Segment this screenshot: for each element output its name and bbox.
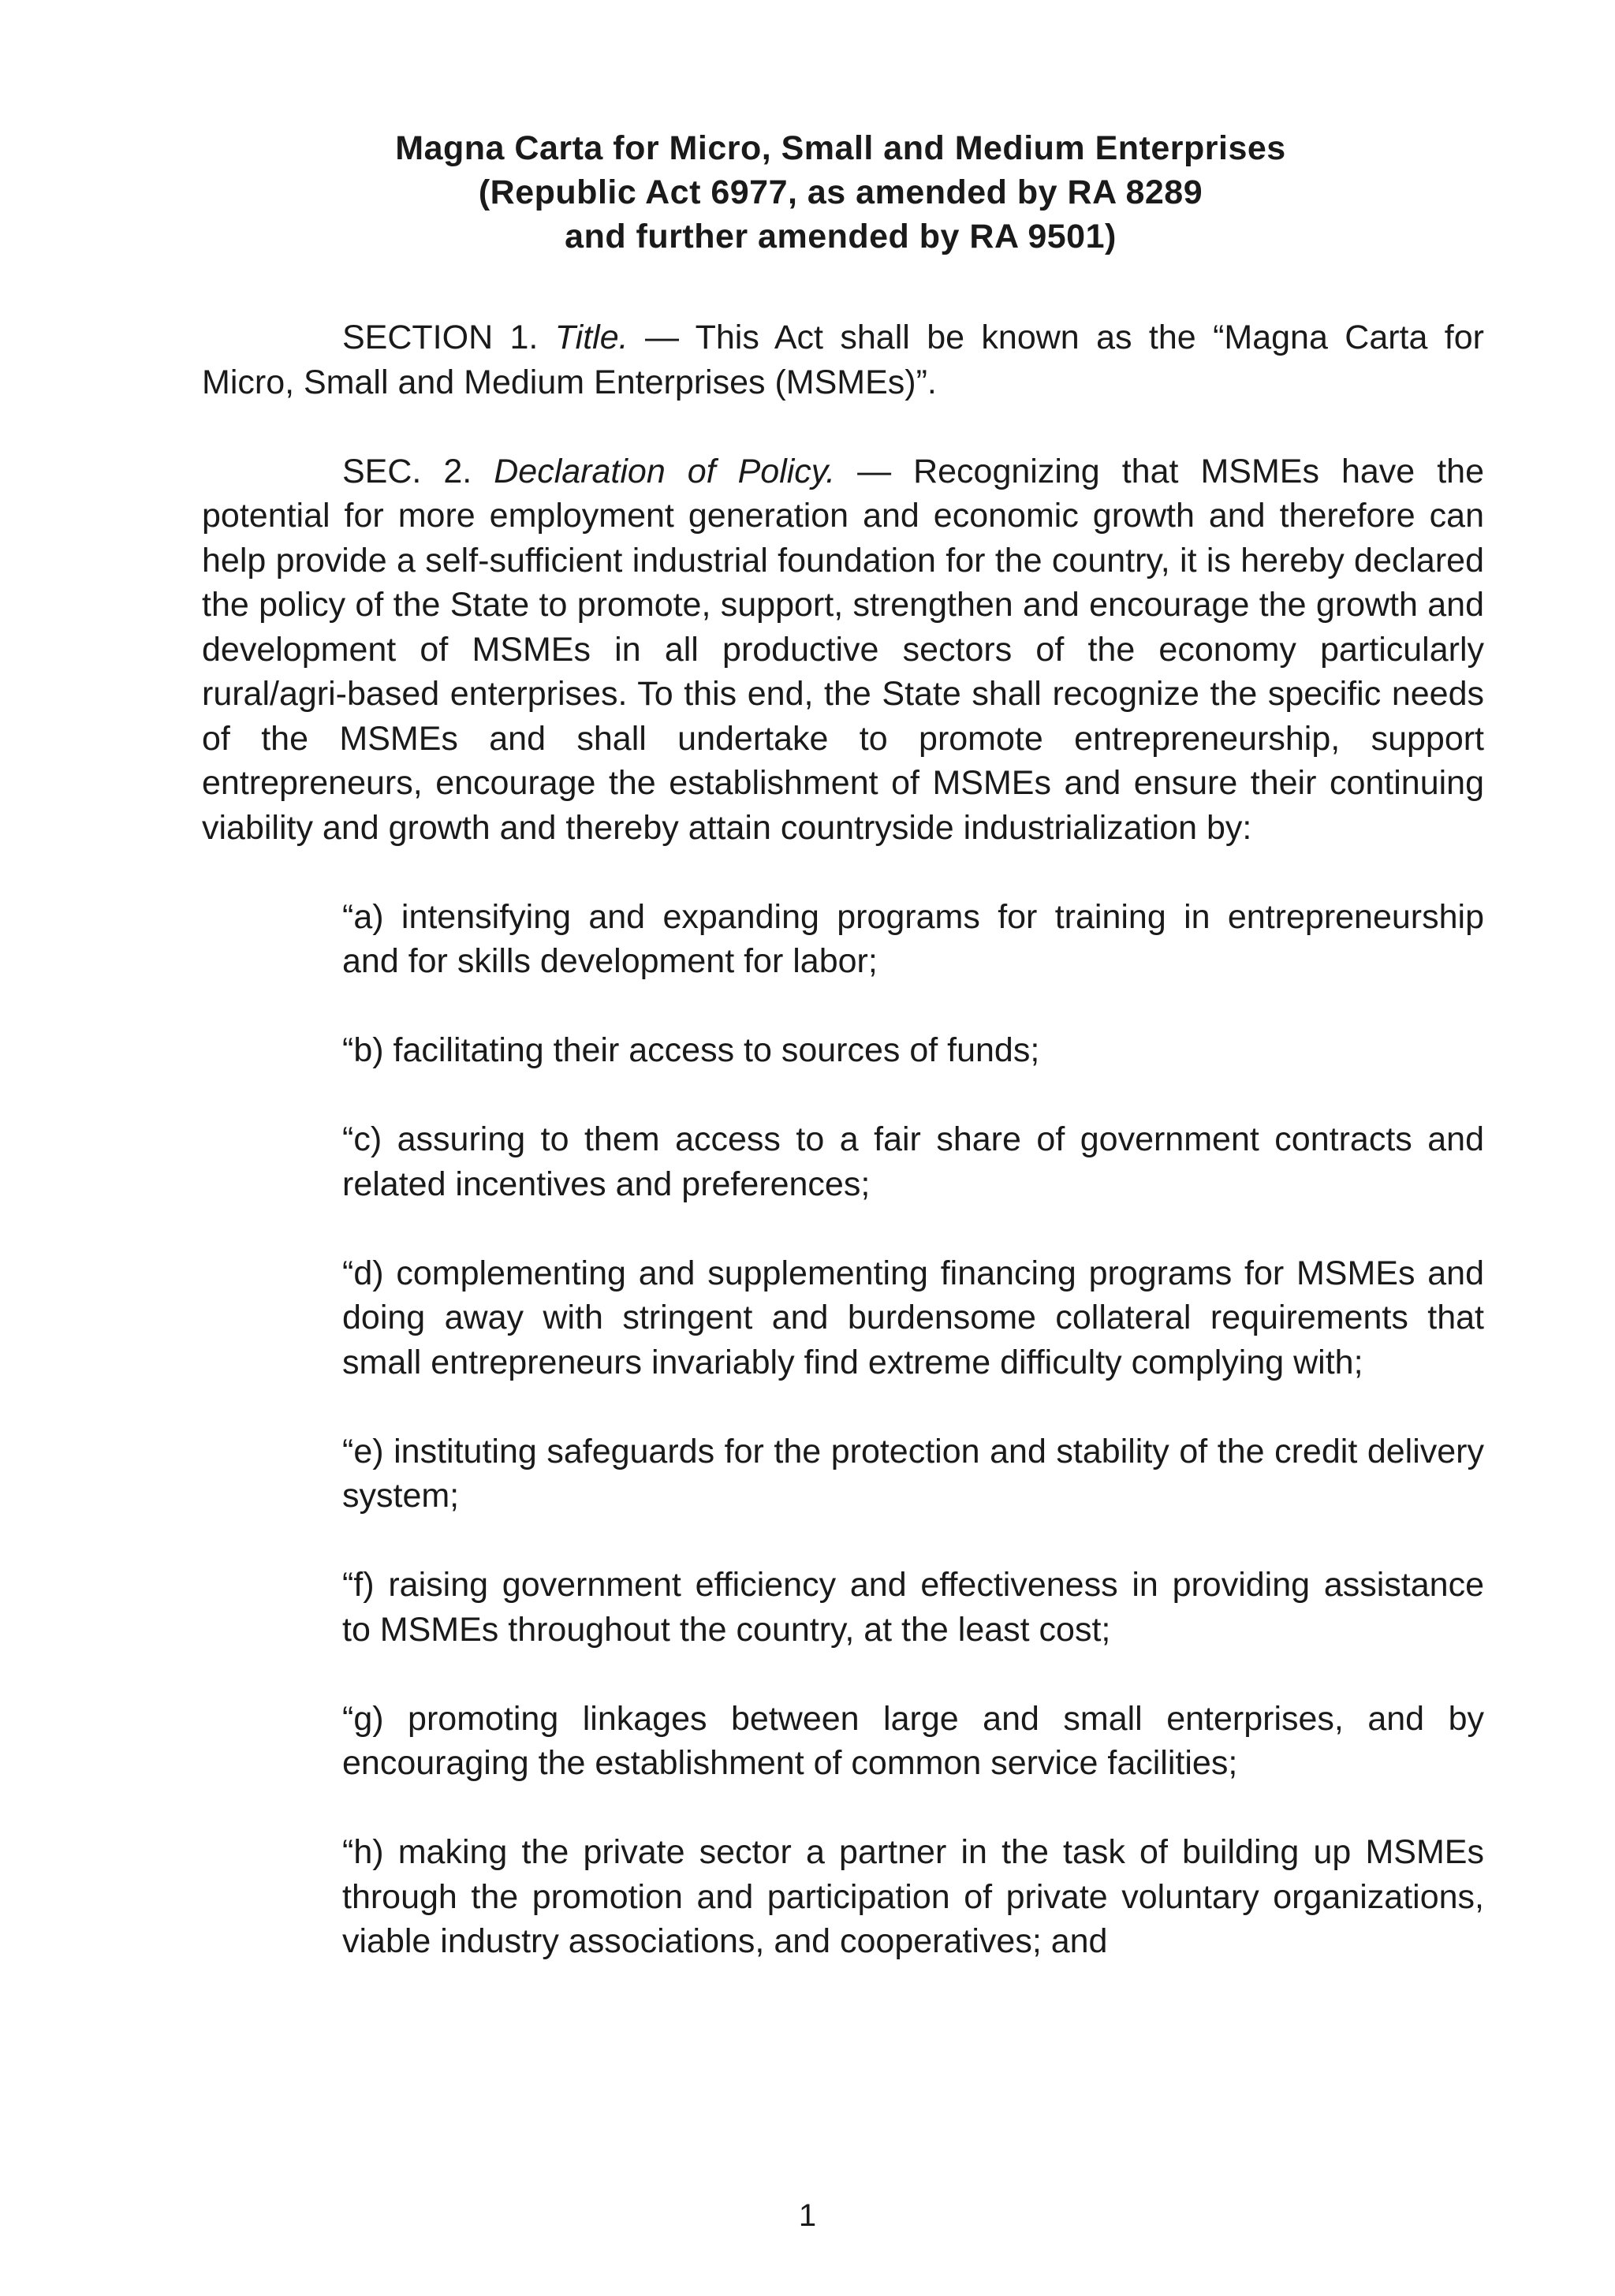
title-line-2: (Republic Act 6977, as amended by RA 8289 bbox=[478, 173, 1203, 211]
section-2-label: SEC. 2. bbox=[342, 452, 494, 490]
policy-item-b: “b) facilitating their access to sources of funds; bbox=[342, 1031, 1040, 1069]
policy-item-f: “f) raising government efficiency and effectiveness in providing assistance to MSMEs throughout the country, at the least cost; bbox=[342, 1566, 1484, 1649]
policy-item-a: “a) intensifying and expanding programs for training in entrepreneurship and for skills development for labor; bbox=[342, 897, 1484, 980]
policy-item-g: “g) promoting linkages between large and small enterprises, and by encouraging the establishment of common service facilities; bbox=[342, 1699, 1484, 1782]
policy-item-e: “e) instituting safeguards for the protection and stability of the credit delivery system; bbox=[342, 1432, 1484, 1515]
section-1-label: SECTION 1. bbox=[342, 319, 555, 356]
section-2-heading: Declaration of Policy. bbox=[494, 452, 836, 490]
title-line-3: and further amended by RA 9501) bbox=[565, 218, 1117, 255]
policy-item-c: “c) assuring to them access to a fair share of government contracts and related incentives and preferences; bbox=[342, 1120, 1484, 1203]
document-body bbox=[202, 315, 1484, 2008]
title-line-1: Magna Carta for Micro, Small and Medium Enterprises bbox=[395, 129, 1286, 167]
policy-item-d: “d) complementing and supplementing financing programs for MSMEs and doing away with stringent and burdensome collateral requirements that small entrepreneurs invariably find extreme difficulty complying with; bbox=[342, 1254, 1484, 1381]
policy-list bbox=[202, 895, 1484, 1964]
policy-item-h: “h) making the private sector a partner in the task of building up MSMEs through the promotion and participation of private voluntary organizations, viable industry associations, and cooperatives; and bbox=[342, 1833, 1484, 1960]
section-2-paragraph bbox=[202, 449, 1484, 851]
section-2-text: — Recognizing that MSMEs have the potential for more employment generation and economic growth and therefore can help provide a self-sufficient industrial foundation for the country, it is hereby declared the policy of the State to promote, support, strengthen and encourage the growth and development of MSMEs in all productive sectors of the economy particularly rural/agri-based enterprises. To this end, the State shall recognize the specific needs of the MSMEs and shall undertake to promote entrepreneurship, support entrepreneurs, encourage the establishment of MSMEs and ensure their continuing viability and growth and thereby attain countryside industrialization by: bbox=[202, 452, 1484, 847]
section-1-heading: Title. bbox=[554, 319, 628, 356]
section-1-paragraph bbox=[202, 315, 1484, 404]
section-1-text: — This Act shall be known as the “Magna Carta for Micro, Small and Medium Enterprises (MSMEs)”. bbox=[202, 319, 1484, 401]
page-number: 1 bbox=[798, 2198, 817, 2233]
document-title bbox=[202, 126, 1479, 259]
